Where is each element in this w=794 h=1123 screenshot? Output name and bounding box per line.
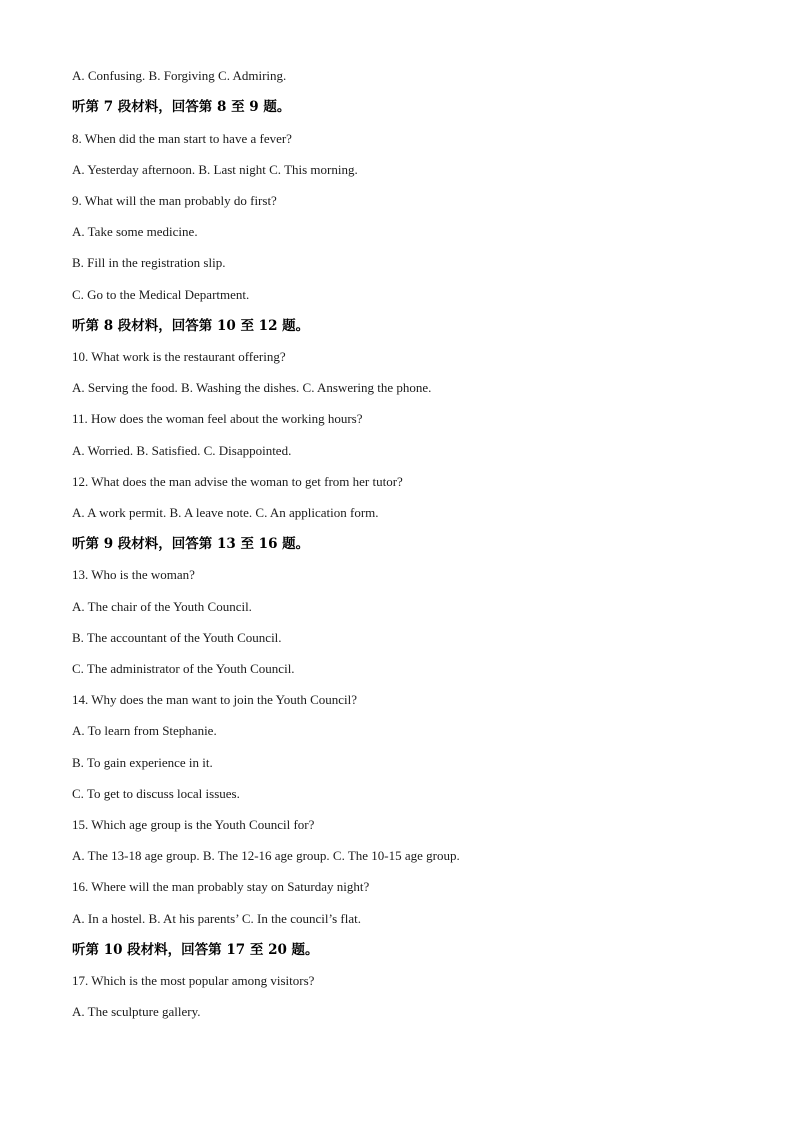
question-line: 10. What work is the restaurant offering?	[72, 349, 286, 364]
question-line: 11. How does the woman feel about the working hours?	[72, 411, 363, 426]
question-line: 14. Why does the man want to join the Youth Council?	[72, 692, 358, 707]
question-line: 13. Who is the woman?	[72, 567, 195, 582]
option-line: C. The administrator of the Youth Council.	[72, 661, 295, 676]
option-line: A. In a hostel. B. At his parents’ C. In the council’s flat.	[72, 911, 361, 926]
question-line: 16. Where will the man probably stay on Saturday night?	[72, 879, 370, 894]
question-line: 17. Which is the most popular among visitors?	[72, 973, 315, 988]
option-line: A. The chair of the Youth Council.	[72, 599, 252, 614]
option-line: A. The sculpture gallery.	[72, 1004, 201, 1019]
option-line: A. A work permit. B. A leave note. C. An application form.	[72, 505, 379, 520]
option-line: C. To get to discuss local issues.	[72, 786, 240, 801]
question-line: 15. Which age group is the Youth Council for?	[72, 817, 315, 832]
option-line: B. Fill in the registration slip.	[72, 255, 226, 270]
section-heading: 听第 8 段材料，回答第 10 至 12 题。	[72, 318, 310, 334]
section-heading: 听第 9 段材料，回答第 13 至 16 题。	[72, 536, 310, 552]
option-line: A. Serving the food. B. Washing the dishes. C. Answering the phone.	[72, 380, 432, 395]
section-heading: 听第 7 段材料，回答第 8 至 9 题。	[72, 99, 291, 115]
option-line: A. Yesterday afternoon. B. Last night C. This morning.	[72, 162, 358, 177]
question-line: 12. What does the man advise the woman to get from her tutor?	[72, 474, 403, 489]
option-line: A. Take some medicine.	[72, 224, 198, 239]
section-heading: 听第 10 段材料，回答第 17 至 20 题。	[72, 942, 319, 958]
question-line: 8. When did the man start to have a fever?	[72, 131, 292, 146]
option-line: A. Confusing. B. Forgiving C. Admiring.	[72, 68, 287, 83]
option-line: B. To gain experience in it.	[72, 755, 213, 770]
option-line: B. The accountant of the Youth Council.	[72, 630, 282, 645]
option-line: A. The 13-18 age group. B. The 12-16 age group. C. The 10-15 age group.	[72, 848, 460, 863]
option-line: C. Go to the Medical Department.	[72, 287, 250, 302]
option-line: A. Worried. B. Satisfied. C. Disappointed.	[72, 443, 292, 458]
question-line: 9. What will the man probably do first?	[72, 193, 277, 208]
option-line: A. To learn from Stephanie.	[72, 723, 217, 738]
